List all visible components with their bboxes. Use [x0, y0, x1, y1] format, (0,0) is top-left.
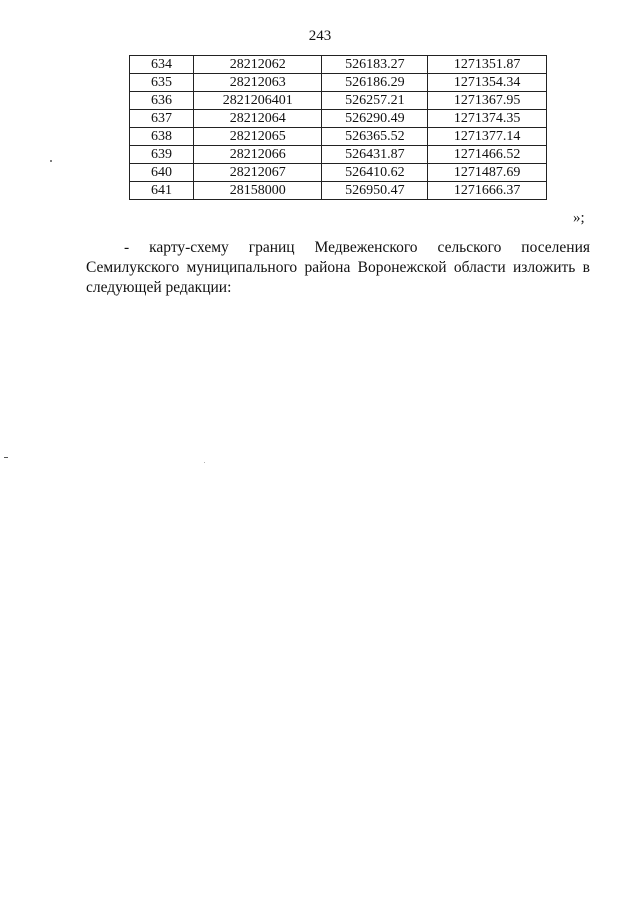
table-cell: 1271466.52: [428, 146, 547, 164]
scan-speck: [204, 462, 205, 463]
scan-speck: [50, 160, 52, 162]
table-cell: 28212066: [193, 146, 322, 164]
body-paragraph: - карту-схему границ Медвеженского сельского поселения Семилукского муниципального района Воронежской области изложить в следующей редакции:: [86, 239, 590, 296]
table-cell: 526183.27: [322, 56, 428, 74]
table-cell: 526431.87: [322, 146, 428, 164]
page-number: 243: [308, 28, 332, 44]
table-cell: 526186.29: [322, 74, 428, 92]
scan-speck: [4, 457, 8, 458]
table-row: [130, 110, 547, 128]
table-row: [130, 182, 547, 200]
table-cell: 28212063: [193, 74, 322, 92]
table-cell: 637: [130, 110, 194, 128]
table-cell: 1271367.95: [428, 92, 547, 110]
table-row: [130, 164, 547, 182]
table-cell: 641: [130, 182, 194, 200]
table-cell: 2821206401: [193, 92, 322, 110]
table-cell: 1271351.87: [428, 56, 547, 74]
table-cell: 1271374.35: [428, 110, 547, 128]
table-cell: 28212067: [193, 164, 322, 182]
table-cell: 635: [130, 74, 194, 92]
table-row: [130, 74, 547, 92]
table-cell: 1271377.14: [428, 128, 547, 146]
table-cell: 28158000: [193, 182, 322, 200]
coordinates-table-body: [130, 56, 547, 200]
table-cell: 526365.52: [322, 128, 428, 146]
table-cell: 526257.21: [322, 92, 428, 110]
table-cell: 636: [130, 92, 194, 110]
table-cell: 526950.47: [322, 182, 428, 200]
coordinates-table: [129, 55, 547, 200]
table-cell: 634: [130, 56, 194, 74]
table-row: [130, 146, 547, 164]
table-cell: 1271487.69: [428, 164, 547, 182]
table-cell: 28212062: [193, 56, 322, 74]
table-cell: 638: [130, 128, 194, 146]
closing-quote: »;: [573, 210, 585, 226]
table-row: [130, 92, 547, 110]
table-cell: 639: [130, 146, 194, 164]
table-cell: 1271666.37: [428, 182, 547, 200]
table-cell: 640: [130, 164, 194, 182]
table-cell: 28212065: [193, 128, 322, 146]
table-cell: 526410.62: [322, 164, 428, 182]
table-row: [130, 56, 547, 74]
table-cell: 1271354.34: [428, 74, 547, 92]
table-cell: 28212064: [193, 110, 322, 128]
table-row: [130, 128, 547, 146]
table-cell: 526290.49: [322, 110, 428, 128]
